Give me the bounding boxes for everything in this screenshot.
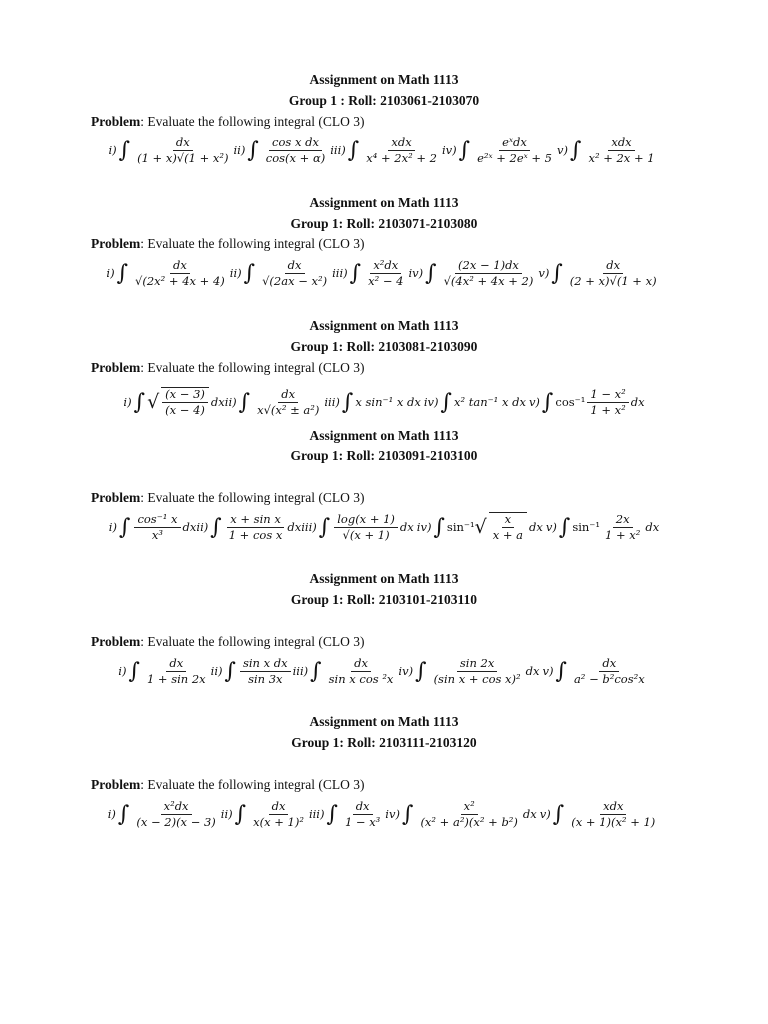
denominator: √(4x² + 4x + 2)	[443, 273, 534, 288]
item-label: ii)	[210, 664, 223, 678]
numerator: dx	[173, 136, 193, 151]
function-prefix: sin⁻¹	[572, 520, 600, 534]
item-label: iii)	[324, 395, 340, 409]
problem-label: Problem	[91, 777, 141, 792]
integrand: x sin⁻¹ x dx	[355, 395, 421, 409]
problem-label: Problem	[91, 490, 141, 505]
integral-ii: ii) ∫ $\frac{dx}{\text{√(2ax − x²)}}$	[230, 259, 332, 288]
item-label: iii)	[308, 807, 325, 821]
denominator: (x − 2)(x − 3)	[136, 814, 216, 829]
denominator: (sin x + cos x)²	[433, 671, 521, 686]
numerator: cos x dx	[269, 136, 322, 151]
integral-ii: ii) ∫ $\frac{\text{x + sin x}}{\text{1 + cos x}}$ dx	[196, 511, 302, 542]
assignment-title: Assignment on Math 1113	[309, 571, 459, 586]
denominator: (x − 4)	[165, 403, 205, 417]
item-label: i)	[123, 395, 132, 409]
numerator: x + sin x	[227, 513, 284, 528]
denominator: (x² + a²)(x² + b²)	[420, 814, 518, 829]
item-label: iii)	[301, 520, 317, 534]
numerator: (2x − 1)dx	[455, 259, 522, 274]
item-label: v)	[557, 143, 568, 157]
item-label: i)	[106, 266, 115, 280]
integral-iv: iv) ∫ $\frac{\sin 2x}{\text{(sin x + cos x)²}}$ dx	[398, 655, 540, 686]
item-label: i)	[107, 807, 116, 821]
numerator: (x − 3)	[162, 388, 208, 403]
problem-text: : Evaluate the following integral (CLO 3)	[140, 490, 365, 505]
integral-v: v) ∫ $\frac{\text{xdx}}{\text{x² + 2x + 1}}$	[557, 136, 660, 165]
item-label: i)	[108, 143, 117, 157]
problem-text: : Evaluate the following integral (CLO 3)	[140, 777, 365, 792]
numerator: cos⁻¹ x	[134, 513, 180, 528]
numerator: dx	[269, 800, 289, 815]
problem-statement	[91, 360, 364, 376]
item-label: v)	[545, 520, 557, 534]
denominator: √(x + 1)	[342, 527, 390, 542]
integral-i: i) ∫ √ $\frac{(x - 3)}{(x - 4)}$ dx	[123, 387, 225, 417]
numerator: dx	[285, 259, 305, 274]
integral-iv: iv) ∫ sin⁻¹ √ $\frac{x}{x + a}$ dx	[416, 512, 543, 542]
denominator: sin x cos ²x	[328, 671, 394, 686]
function-prefix: sin⁻¹	[446, 520, 475, 534]
integral-ii: ii) ∫ $\frac{dx}{\text{x(x + 1)²}}$	[221, 800, 309, 829]
integral-i: i) ∫ $\frac{\text{cos⁻¹ x}}{\text{x³}}$ dx	[108, 511, 197, 542]
item-label: v)	[538, 266, 550, 280]
numerator: dx	[170, 259, 190, 274]
numerator: x	[502, 513, 515, 528]
group-roll-heading: Group 1: Roll: 2103071-2103080	[290, 216, 478, 231]
integral-ii: ii) ∫ $\frac{dx}{\text{x√(x² ± a²)}}$	[225, 388, 325, 417]
denominator: e²ˣ + 2eˣ + 5	[477, 150, 552, 165]
denominator: a² − b²cos²x	[573, 671, 645, 686]
denominator: cos(x + α)	[265, 150, 326, 165]
integral-i: i) ∫ $\frac{dx}{\text{√(2x² + 4x + 4)}}$	[106, 259, 229, 288]
integral-iii: iii) ∫ $\frac{\text{xdx}}{\text{x⁴ + 2x² + 2}}$	[330, 136, 442, 165]
integral-iii: iii) ∫ $\frac{\text{x²dx}}{\text{x² − 4}}$	[332, 259, 408, 288]
integral-row	[0, 794, 768, 834]
problem-statement	[91, 236, 364, 252]
differential: dx	[210, 395, 225, 409]
integral-row	[0, 651, 768, 691]
numerator: log(x + 1)	[334, 513, 398, 528]
assignment-title: Assignment on Math 1113	[309, 195, 459, 210]
problem-label: Problem	[91, 114, 141, 129]
numerator: dx	[351, 657, 371, 672]
assignment-title: Assignment on Math 1113	[309, 714, 459, 729]
integral-iv: iv) ∫ $\frac{\text{x²}}{\text{(x² + a²)(x² + b²)}}$ dx	[385, 798, 537, 829]
integral-v: v) ∫ $\frac{dx}{\text{a² − b²cos²x}}$	[540, 657, 650, 686]
integral-row	[0, 130, 768, 170]
integral-row	[0, 382, 768, 422]
integral-iii: iii) ∫ $\frac{\log(x + 1)}{√(x + 1)}$ dx	[301, 511, 414, 542]
integral-v: v) ∫ $\frac{dx}{(2 + x)√(1 + x)}$	[538, 259, 661, 288]
item-label: iv)	[408, 266, 424, 280]
numerator: xdx	[388, 136, 414, 151]
integral-v: v) ∫ $\frac{\text{xdx}}{\text{(x + 1)(x² + 1)}}$	[537, 800, 661, 829]
item-label: iv)	[398, 664, 414, 678]
integral-iii: iii) ∫ $\frac{dx}{\text{sin x cos ²x}}$	[293, 657, 399, 686]
integral-i: i) ∫ $\frac{\text{x²dx}}{(x - 2)(x - 3)}$	[108, 800, 221, 829]
integral-ii: ii) ∫ $\frac{\text{sin x dx}}{\sin 3x}$	[211, 657, 293, 686]
group-roll-heading: Group 1 : Roll: 2103061-2103070	[288, 93, 480, 108]
numerator: dx	[278, 388, 298, 403]
item-label: v)	[542, 664, 554, 678]
differential: dx	[182, 520, 197, 534]
numerator: dx	[603, 259, 623, 274]
problem-label: Problem	[91, 360, 141, 375]
numerator: 1 − x²	[587, 388, 628, 403]
integral-iii: iii) ∫ $\frac{dx}{\text{1 − x³}}$	[309, 800, 385, 829]
numerator: x²	[461, 800, 478, 815]
integral-iv: iv) ∫ x² tan⁻¹ x dx	[423, 390, 526, 415]
integral-v: v) ∫ sin⁻¹ $\frac{2x}{\text{1 + x²}}$ dx	[545, 511, 660, 542]
denominator: (1 + x)√(1 + x²)	[137, 150, 229, 165]
numerator: xdx	[608, 136, 634, 151]
numerator: x²dx	[370, 259, 401, 274]
integral-i: i) ∫ $\frac{dx}{1 + \sin 2x}$	[118, 657, 210, 686]
item-label: ii)	[229, 266, 242, 280]
integral-ii: ii) ∫ $\frac{\text{cos x dx}}{\cos(x + \alpha)}$	[233, 136, 330, 165]
integral-row	[0, 507, 768, 547]
function-prefix: cos⁻¹	[555, 395, 586, 409]
differential: dx	[399, 520, 414, 534]
numerator: 2x	[613, 513, 633, 528]
denominator: √(2x² + 4x + 4)	[135, 273, 225, 288]
denominator: 1 + cos x	[228, 527, 283, 542]
integral-i: i) ∫ $\frac{dx}{\text{(1 + x)√(1 + x²)}}$	[108, 136, 233, 165]
item-label: ii)	[233, 143, 246, 157]
denominator: x² + 2x + 1	[588, 150, 655, 165]
numerator: dx	[166, 657, 186, 672]
problem-text: : Evaluate the following integral (CLO 3)	[140, 114, 365, 129]
differential: dx	[287, 520, 302, 534]
group-roll-heading: Group 1: Roll: 2103111-2103120	[291, 735, 477, 750]
differential: dx	[630, 395, 645, 409]
problem-statement	[91, 114, 364, 130]
assignment-title: Assignment on Math 1113	[309, 318, 459, 333]
denominator: (2 + x)√(1 + x)	[569, 273, 657, 288]
numerator: x²dx	[161, 800, 192, 815]
problem-label: Problem	[91, 236, 141, 251]
assignment-title: Assignment on Math 1113	[309, 428, 459, 443]
denominator: x√(x² ± a²)	[257, 402, 320, 417]
numerator: dx	[353, 800, 373, 815]
item-label: ii)	[224, 395, 237, 409]
problem-text: : Evaluate the following integral (CLO 3)	[140, 360, 365, 375]
differential: dx	[525, 664, 540, 678]
item-label: iii)	[292, 664, 309, 678]
item-label: v)	[539, 807, 551, 821]
denominator: √(2ax − x²)	[262, 273, 328, 288]
item-label: iv)	[441, 143, 457, 157]
numerator: dx	[599, 657, 619, 672]
group-roll-heading: Group 1: Roll: 2103101-2103110	[290, 592, 478, 607]
denominator: 1 + x²	[590, 402, 626, 417]
denominator: x + a	[492, 528, 523, 542]
denominator: sin 3x	[248, 671, 283, 686]
numerator: xdx	[600, 800, 626, 815]
item-label: i)	[118, 664, 127, 678]
denominator: 1 + sin 2x	[146, 671, 206, 686]
differential: dx	[529, 520, 543, 534]
denominator: x⁴ + 2x² + 2	[366, 150, 437, 165]
item-label: iv)	[385, 807, 400, 821]
integral-v: v) ∫ cos⁻¹ $\frac{\text{1 − x²}}{\text{1 + x²}}$ dx	[528, 386, 645, 417]
problem-text: : Evaluate the following integral (CLO 3)	[140, 634, 365, 649]
problem-statement	[91, 777, 364, 793]
numerator: sin x dx	[240, 657, 291, 672]
integral-iv: iv) ∫ $\frac{(2x - 1)dx}{\text{√(4x² + 4x + 2)}}$	[408, 259, 538, 288]
denominator: x² − 4	[368, 273, 404, 288]
denominator: 1 + x²	[604, 527, 641, 542]
item-label: ii)	[196, 520, 209, 534]
item-label: iv)	[416, 520, 432, 534]
item-label: iii)	[330, 143, 346, 157]
differential: dx	[522, 807, 537, 821]
problem-statement	[91, 634, 364, 650]
denominator: 1 − x³	[344, 814, 381, 829]
denominator: x³	[151, 527, 164, 542]
integral-iii: iii) ∫ x sin⁻¹ x dx	[324, 390, 421, 415]
item-label: i)	[108, 520, 117, 534]
group-roll-heading: Group 1: Roll: 2103081-2103090	[290, 339, 478, 354]
problem-label: Problem	[91, 634, 141, 649]
item-label: ii)	[220, 807, 233, 821]
problem-text: : Evaluate the following integral (CLO 3)	[140, 236, 365, 251]
item-label: iv)	[423, 395, 439, 409]
integral-iv: iv) ∫ $\frac{\text{eˣdx}}{\text{e²ˣ + 2eˣ + 5}}$	[442, 136, 557, 165]
integral-row	[0, 253, 768, 293]
numerator: eˣdx	[499, 136, 530, 151]
integrand: x² tan⁻¹ x dx	[453, 395, 526, 409]
denominator: (x + 1)(x² + 1)	[571, 814, 656, 829]
item-label: v)	[528, 395, 540, 409]
item-label: iii)	[332, 266, 348, 280]
assignment-title: Assignment on Math 1113	[309, 72, 459, 87]
numerator: sin 2x	[457, 657, 497, 672]
group-roll-heading: Group 1: Roll: 2103091-2103100	[290, 448, 478, 463]
differential: dx	[645, 520, 660, 534]
problem-statement	[91, 490, 364, 506]
denominator: x(x + 1)²	[253, 814, 304, 829]
